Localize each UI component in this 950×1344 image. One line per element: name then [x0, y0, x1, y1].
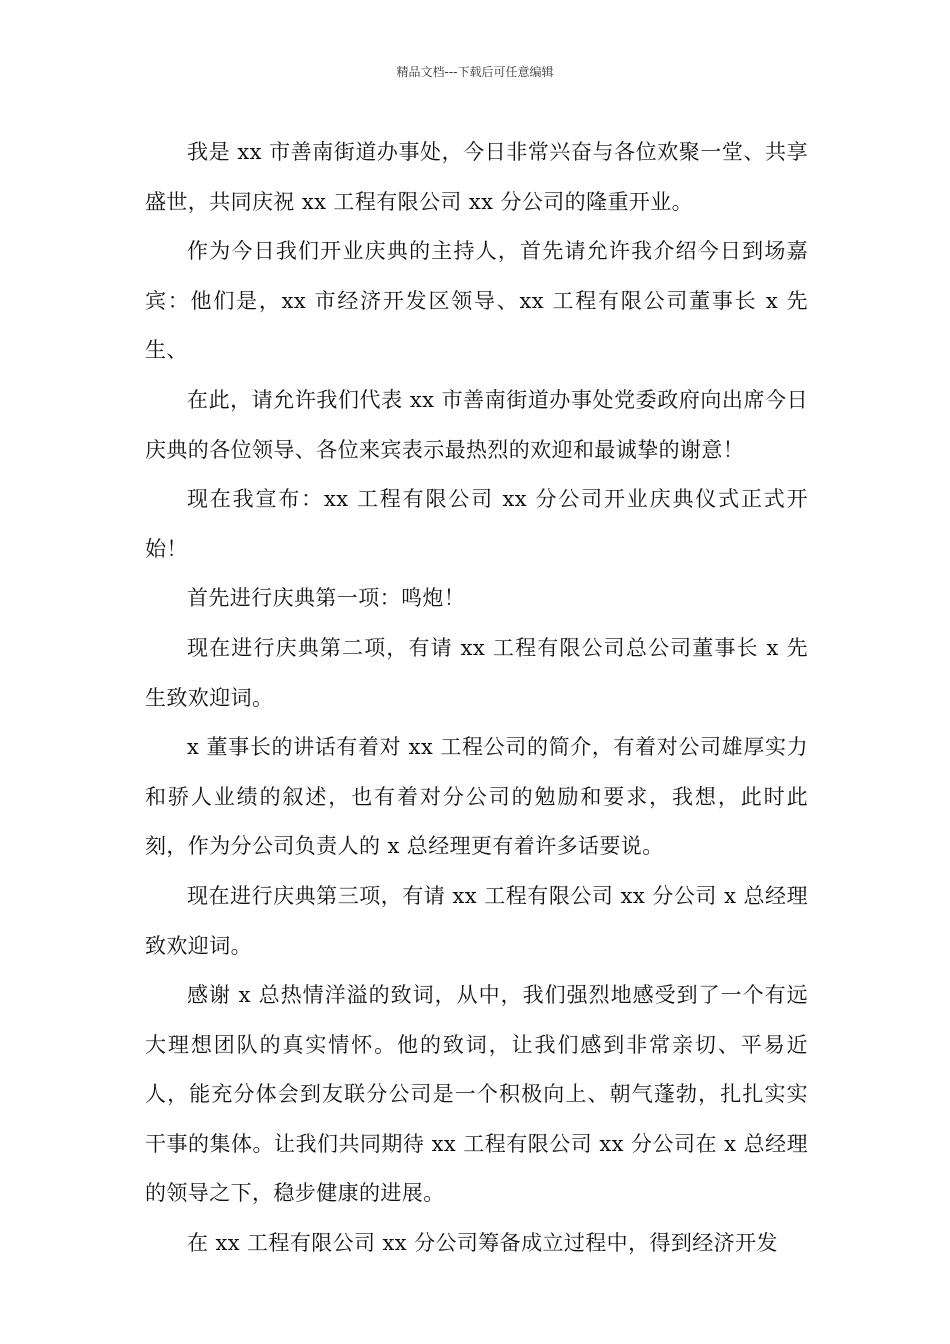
- paragraph-5: 首先进行庆典第一项：鸣炮！: [187, 586, 466, 611]
- paragraph-1: 我是 xx 市善南街道办事处，今日非常兴奋与各位欢聚一堂、共享盛世，共同庆祝 xx 工程有限公司 xx 分公司的隆重开业。: [145, 140, 808, 214]
- paragraph-8: 现在进行庆典第三项，有请 xx 工程有限公司 xx 分公司 x 总经理致欢迎词。: [145, 883, 808, 958]
- page-header: 精品文档---下载后可任意编辑: [396, 65, 554, 79]
- paragraph-6: 现在进行庆典第二项，有请 xx 工程有限公司总公司董事长 x 先生致欢迎词。: [145, 635, 808, 710]
- paragraph-10: 在 xx 工程有限公司 xx 分公司筹备成立过程中，得到经济开发: [187, 1231, 778, 1256]
- paragraph-3: 在此，请允许我们代表 xx 市善南街道办事处党委政府向出席今日庆典的各位领导、各位来宾表示最热烈的欢迎和最诚挚的谢意！: [145, 387, 808, 462]
- paragraph-7: x 董事长的讲话有着对 xx 工程公司的简介，有着对公司雄厚实力和骄人业绩的叙述，也有着对分公司的勉励和要求，我想，此时此刻，作为分公司负责人的 x 总经理更有着许多话要说。: [145, 735, 808, 859]
- paragraph-4: 现在我宣布：xx 工程有限公司 xx 分公司开业庆典仪式正式开始！: [145, 487, 808, 561]
- paragraph-9: 感谢 x 总热情洋溢的致词，从中，我们强烈地感受到了一个有远大理想团队的真实情怀。他的致词，让我们感到非常亲切、平易近人，能充分体会到友联分公司是一个积极向上、朝气蓬勃，扎扎实实干事的集体。让我们共同期待 xx 工程有限公司 xx 分公司在 x 总经理的领导之下，稳步健康的进展。: [145, 983, 808, 1206]
- document-body: [145, 128, 808, 1269]
- paragraph-2: 作为今日我们开业庆典的主持人，首先请允许我介绍今日到场嘉宾：他们是，xx 市经济开发区领导、xx 工程有限公司董事长 x 先生、: [145, 239, 808, 363]
